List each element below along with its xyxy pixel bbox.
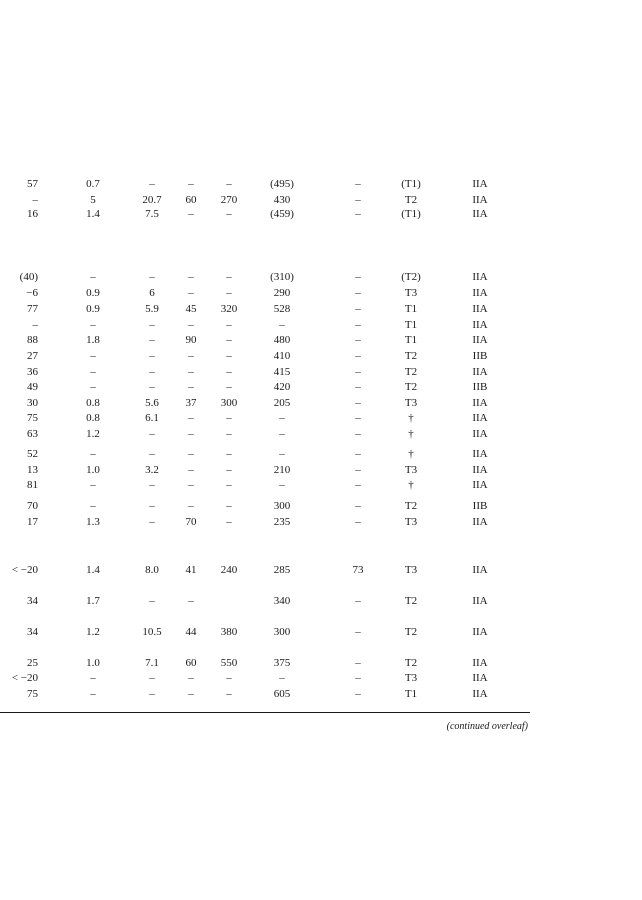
column-3-cell: –: [149, 334, 155, 346]
column-9-cell: IIA: [472, 464, 488, 476]
column-9-cell: IIA: [472, 287, 488, 299]
column-8-cell: T2: [404, 595, 418, 607]
column-5-cell: –: [226, 479, 232, 491]
column-9-cell: IIA: [472, 516, 488, 528]
table-row: [0, 365, 642, 379]
column-6-cell: 235: [273, 516, 291, 528]
column-6-cell: 375: [273, 657, 291, 669]
column-4-cell: –: [188, 271, 194, 283]
column-2-cell: –: [90, 350, 96, 362]
column-8-cell: †: [408, 479, 414, 491]
column-3-cell: 20.7: [142, 194, 162, 206]
column-9-cell: IIA: [472, 428, 488, 440]
column-4-cell: –: [188, 287, 194, 299]
column-5-cell: –: [226, 287, 232, 299]
column-2-cell: 0.7: [86, 178, 100, 190]
column-1-cell: 70: [27, 500, 38, 512]
column-8-cell: T1: [404, 303, 418, 315]
column-6-cell: 300: [273, 500, 291, 512]
column-9-cell: IIA: [472, 397, 488, 409]
column-5-cell: –: [226, 464, 232, 476]
column-2-cell: –: [90, 479, 96, 491]
column-9-cell: IIA: [472, 178, 488, 190]
column-6-cell: 205: [273, 397, 291, 409]
column-8-cell: T3: [404, 397, 418, 409]
table-row: [0, 207, 642, 221]
column-1-cell: 75: [27, 688, 38, 700]
column-3-cell: –: [149, 516, 155, 528]
column-8-cell: T2: [404, 366, 418, 378]
column-2-cell: 1.8: [86, 334, 100, 346]
column-1-cell: (40): [19, 271, 38, 283]
column-2-cell: 1.4: [86, 208, 100, 220]
column-8-cell: T2: [404, 657, 418, 669]
column-2-cell: 0.8: [86, 412, 100, 424]
table-row: [0, 463, 642, 477]
column-3-cell: 6.1: [145, 412, 159, 424]
column-4-cell: 60: [185, 657, 197, 669]
column-7-cell: –: [355, 688, 361, 700]
column-6-cell: 605: [273, 688, 291, 700]
column-7-cell: –: [355, 271, 361, 283]
column-9-cell: IIB: [472, 500, 488, 512]
column-1-cell: 34: [27, 626, 38, 638]
column-9-cell: IIA: [472, 448, 488, 460]
column-5-cell: 320: [220, 303, 238, 315]
table-row: [0, 349, 642, 363]
column-4-cell: –: [188, 688, 194, 700]
column-3-cell: 3.2: [145, 464, 159, 476]
column-7-cell: –: [355, 287, 361, 299]
column-7-cell: –: [355, 500, 361, 512]
column-3-cell: 7.5: [145, 208, 159, 220]
column-6-cell: –: [279, 448, 285, 460]
table-row: [0, 193, 642, 207]
table-row: [0, 427, 642, 441]
column-6-cell: 480: [273, 334, 291, 346]
column-8-cell: T1: [404, 319, 418, 331]
column-6-cell: –: [279, 672, 285, 684]
column-2-cell: 1.0: [86, 464, 100, 476]
column-3-cell: –: [149, 366, 155, 378]
column-9-cell: IIA: [472, 564, 488, 576]
column-6-cell: –: [279, 479, 285, 491]
column-5-cell: –: [226, 448, 232, 460]
table-row: [0, 656, 642, 670]
column-8-cell: (T1): [401, 208, 421, 220]
column-8-cell: T2: [404, 194, 418, 206]
table-row: [0, 411, 642, 425]
column-5-cell: 380: [220, 626, 238, 638]
table-row: [0, 594, 642, 608]
column-4-cell: –: [188, 366, 194, 378]
column-9-cell: IIA: [472, 672, 488, 684]
column-1-cell: 77: [27, 303, 38, 315]
column-5-cell: –: [226, 178, 232, 190]
column-6-cell: 410: [273, 350, 291, 362]
column-4-cell: 60: [185, 194, 197, 206]
column-6-cell: –: [279, 412, 285, 424]
column-2-cell: 1.4: [86, 564, 100, 576]
column-5-cell: –: [226, 381, 232, 393]
column-2-cell: 1.7: [86, 595, 100, 607]
column-5-cell: –: [226, 428, 232, 440]
column-4-cell: 70: [185, 516, 197, 528]
column-2-cell: –: [90, 672, 96, 684]
column-4-cell: –: [188, 464, 194, 476]
table-row: [0, 499, 642, 513]
column-8-cell: (T1): [401, 178, 421, 190]
column-1-cell: 88: [27, 334, 38, 346]
column-6-cell: (495): [270, 178, 294, 190]
column-7-cell: –: [355, 657, 361, 669]
column-8-cell: †: [408, 412, 414, 424]
column-4-cell: 37: [185, 397, 197, 409]
column-1-cell: −6: [26, 287, 38, 299]
column-6-cell: 528: [273, 303, 291, 315]
column-1-cell: < −20: [11, 672, 38, 684]
column-2-cell: –: [90, 271, 96, 283]
column-1-cell: 27: [27, 350, 38, 362]
column-3-cell: –: [149, 381, 155, 393]
column-4-cell: –: [188, 412, 194, 424]
column-3-cell: 6: [149, 287, 155, 299]
table-row: [0, 270, 642, 284]
table-row: [0, 396, 642, 410]
column-3-cell: –: [149, 319, 155, 331]
column-4-cell: –: [188, 381, 194, 393]
column-4-cell: –: [188, 672, 194, 684]
column-4-cell: –: [188, 350, 194, 362]
column-2-cell: 0.9: [86, 303, 100, 315]
column-7-cell: –: [355, 397, 361, 409]
column-7-cell: –: [355, 428, 361, 440]
column-3-cell: –: [149, 428, 155, 440]
column-1-cell: 17: [27, 516, 38, 528]
table-row: [0, 478, 642, 492]
column-4-cell: –: [188, 178, 194, 190]
column-9-cell: IIA: [472, 194, 488, 206]
column-4-cell: 44: [185, 626, 197, 638]
column-1-cell: 63: [27, 428, 38, 440]
column-6-cell: (459): [270, 208, 294, 220]
column-7-cell: –: [355, 448, 361, 460]
column-9-cell: IIA: [472, 319, 488, 331]
column-8-cell: T3: [404, 564, 418, 576]
column-3-cell: –: [149, 688, 155, 700]
column-5-cell: –: [226, 500, 232, 512]
column-5-cell: –: [226, 516, 232, 528]
table-row: [0, 286, 642, 300]
column-2-cell: 5: [90, 194, 96, 206]
column-6-cell: 285: [273, 564, 291, 576]
column-6-cell: 420: [273, 381, 291, 393]
column-3-cell: 5.6: [145, 397, 159, 409]
column-5-cell: –: [226, 271, 232, 283]
column-5-cell: –: [226, 366, 232, 378]
table-row: [0, 687, 642, 701]
column-1-cell: 52: [27, 448, 38, 460]
column-2-cell: –: [90, 319, 96, 331]
column-7-cell: –: [355, 303, 361, 315]
column-6-cell: 415: [273, 366, 291, 378]
column-1-cell: 36: [27, 366, 38, 378]
column-8-cell: T3: [404, 287, 418, 299]
column-1-cell: –: [32, 194, 38, 206]
column-6-cell: 300: [273, 626, 291, 638]
column-1-cell: 13: [27, 464, 38, 476]
column-2-cell: –: [90, 500, 96, 512]
column-9-cell: IIA: [472, 688, 488, 700]
column-5-cell: –: [226, 208, 232, 220]
column-2-cell: –: [90, 448, 96, 460]
column-5-cell: –: [226, 688, 232, 700]
column-5-cell: 550: [220, 657, 238, 669]
column-6-cell: –: [279, 319, 285, 331]
column-7-cell: –: [355, 319, 361, 331]
column-1-cell: 16: [27, 208, 38, 220]
continued-note: (continued overleaf): [446, 721, 528, 732]
column-8-cell: †: [408, 448, 414, 460]
column-4-cell: –: [188, 448, 194, 460]
column-8-cell: T2: [404, 500, 418, 512]
column-9-cell: IIB: [472, 381, 488, 393]
column-7-cell: –: [355, 626, 361, 638]
column-4-cell: 90: [185, 334, 197, 346]
column-7-cell: –: [355, 334, 361, 346]
table-row: [0, 563, 642, 577]
column-6-cell: –: [279, 428, 285, 440]
column-3-cell: –: [149, 500, 155, 512]
column-5-cell: –: [226, 350, 232, 362]
column-9-cell: IIA: [472, 366, 488, 378]
column-5-cell: –: [226, 334, 232, 346]
column-1-cell: 49: [27, 381, 38, 393]
column-9-cell: IIA: [472, 271, 488, 283]
column-6-cell: 210: [273, 464, 291, 476]
column-4-cell: –: [188, 208, 194, 220]
column-8-cell: T2: [404, 626, 418, 638]
column-5-cell: 300: [220, 397, 238, 409]
column-7-cell: –: [355, 381, 361, 393]
column-2-cell: 1.2: [86, 626, 100, 638]
column-8-cell: T3: [404, 672, 418, 684]
column-4-cell: –: [188, 500, 194, 512]
column-1-cell: < −20: [11, 564, 38, 576]
column-2-cell: –: [90, 366, 96, 378]
column-6-cell: 340: [273, 595, 291, 607]
column-2-cell: 1.0: [86, 657, 100, 669]
column-9-cell: IIA: [472, 303, 488, 315]
column-1-cell: 34: [27, 595, 38, 607]
column-4-cell: –: [188, 319, 194, 331]
column-7-cell: –: [355, 595, 361, 607]
column-8-cell: (T2): [401, 271, 421, 283]
column-6-cell: (310): [270, 271, 294, 283]
table-row: [0, 302, 642, 316]
column-8-cell: T2: [404, 381, 418, 393]
column-3-cell: –: [149, 271, 155, 283]
column-9-cell: IIA: [472, 412, 488, 424]
column-9-cell: IIA: [472, 334, 488, 346]
column-7-cell: –: [355, 366, 361, 378]
table-row: [0, 625, 642, 639]
column-9-cell: IIA: [472, 208, 488, 220]
column-3-cell: 7.1: [145, 657, 159, 669]
column-3-cell: 8.0: [145, 564, 159, 576]
table-row: [0, 177, 642, 191]
column-8-cell: T3: [404, 516, 418, 528]
column-9-cell: IIA: [472, 595, 488, 607]
column-2-cell: 1.3: [86, 516, 100, 528]
column-5-cell: –: [226, 412, 232, 424]
column-1-cell: 25: [27, 657, 38, 669]
column-3-cell: –: [149, 448, 155, 460]
column-3-cell: –: [149, 350, 155, 362]
column-4-cell: 41: [185, 564, 197, 576]
column-9-cell: IIB: [472, 350, 488, 362]
table-row: [0, 515, 642, 529]
column-4-cell: –: [188, 595, 194, 607]
column-7-cell: –: [355, 350, 361, 362]
column-7-cell: –: [355, 194, 361, 206]
column-1-cell: 30: [27, 397, 38, 409]
column-8-cell: T2: [404, 350, 418, 362]
column-4-cell: 45: [185, 303, 197, 315]
column-1-cell: –: [32, 319, 38, 331]
column-1-cell: 75: [27, 412, 38, 424]
column-7-cell: –: [355, 412, 361, 424]
table-row: [0, 671, 642, 685]
column-9-cell: IIA: [472, 626, 488, 638]
column-7-cell: 73: [352, 564, 364, 576]
table-row: [0, 318, 642, 332]
column-5-cell: 240: [220, 564, 238, 576]
column-5-cell: 270: [220, 194, 238, 206]
column-2-cell: –: [90, 688, 96, 700]
column-3-cell: –: [149, 178, 155, 190]
column-7-cell: –: [355, 516, 361, 528]
column-3-cell: 5.9: [145, 303, 159, 315]
column-3-cell: 10.5: [142, 626, 162, 638]
table-row: [0, 380, 642, 394]
column-5-cell: –: [226, 672, 232, 684]
column-7-cell: –: [355, 178, 361, 190]
table-bottom-rule: [0, 712, 530, 713]
column-8-cell: †: [408, 428, 414, 440]
column-7-cell: –: [355, 464, 361, 476]
column-2-cell: 0.9: [86, 287, 100, 299]
column-3-cell: –: [149, 479, 155, 491]
table-row: [0, 333, 642, 347]
column-2-cell: –: [90, 381, 96, 393]
column-1-cell: 81: [27, 479, 38, 491]
column-7-cell: –: [355, 208, 361, 220]
column-2-cell: 0.8: [86, 397, 100, 409]
column-7-cell: –: [355, 479, 361, 491]
column-1-cell: 57: [27, 178, 38, 190]
column-7-cell: –: [355, 672, 361, 684]
column-6-cell: 290: [273, 287, 291, 299]
column-3-cell: –: [149, 595, 155, 607]
column-6-cell: 430: [273, 194, 291, 206]
column-8-cell: T3: [404, 464, 418, 476]
column-8-cell: T1: [404, 334, 418, 346]
column-9-cell: IIA: [472, 479, 488, 491]
column-5-cell: –: [226, 319, 232, 331]
table-row: [0, 447, 642, 461]
column-3-cell: –: [149, 672, 155, 684]
column-9-cell: IIA: [472, 657, 488, 669]
column-4-cell: –: [188, 428, 194, 440]
column-8-cell: T1: [404, 688, 418, 700]
column-4-cell: –: [188, 479, 194, 491]
column-2-cell: 1.2: [86, 428, 100, 440]
